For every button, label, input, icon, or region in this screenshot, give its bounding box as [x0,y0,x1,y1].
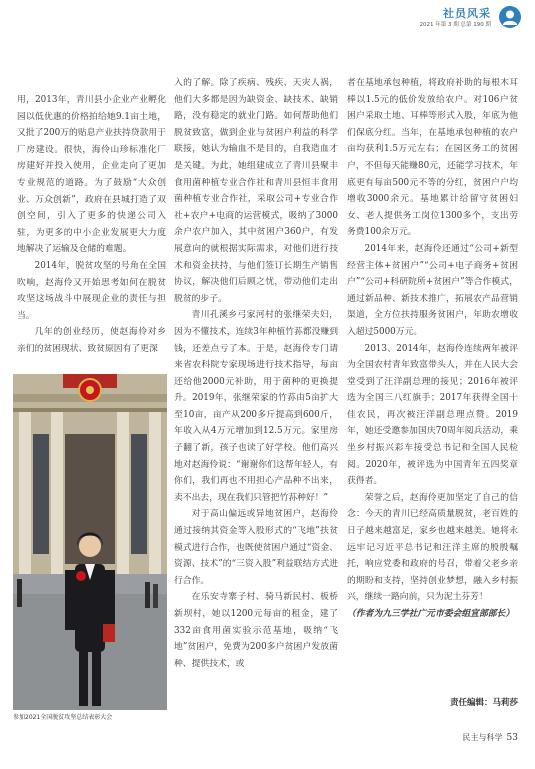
text-column-3 [347,75,518,623]
issue-info: 2021 年第 3 期 总第 190 期 [419,22,491,28]
paragraph: 入的了解。除了疾病、残疾、天灾人祸，他们大多都是因为缺资金、缺技术、缺销路，没有稳定的就业门路。如何帮助他们脱贫致富，做到企业与贫困户利益的科学联接，她认为输血不是目的，自我造血才是关键。为此，她组建成立了青川县聚丰食用菌种植专业合作社和青川县恒丰食用菌种植专业合作社，采取公司+专业合作社+农户+电商的运营模式，吸纳了3000余户农户加入，其中贫困户360户，有发展意向的就根据实际需求，对他们进行技术和资金扶持，与他们签订长期生产销售协议，解决他们后顾之忧，带动他们走出脱贫的步子。 [174,78,338,304]
page-header [0,0,535,34]
paragraph: 2014年来，赵海伶还通过“公司+新型经营主体+贫困户”“公司+电子商务+贫困户”“公司+科研院所+贫困户”等合作模式，通过新品种、新技术推广，拓展农产品营销渠道，全方位扶持服务贫困户，年助农增收入超过5000万元。 [347,243,518,337]
author-note: （作者为九三学社广元市委会组宣部部长） [347,609,515,619]
text-column-2 [174,75,338,672]
paragraph: 2013、2014年，赵海伶连续两年被评为全国农村青年致富带头人，并在人民大会堂受到了汪洋副总理的接见；2016年被评选为全国三八红旗手；2017年获得全国十佳农民，再次被汪洋副总理点赞。2019年，她还受邀参加国庆70周年阅兵活动，乘坐乡村振兴彩车接受总书记和全国人民检阅。2020年，被评选为中国青年五四奖章获得者。 [347,343,518,487]
page-number: 53 [506,733,518,743]
page-footer [463,732,518,743]
paragraph: 荣誉之后，赵海伶更加坚定了自己的信念：今天的青川已经高质量脱贫，老百姓的日子越来越富足，家乡也越来越美。她将永远牢记习近平总书记和汪洋主席的殷殷嘱托，响应党委和政府的号召，带着父老乡亲的期盼和支持，坚持创业梦想，融入乡村振兴，继续一路向前，只为泥土芬芳！ [347,492,518,603]
responsible-editor: 责任编辑：马莉莎 [449,698,518,708]
magazine-name: 民主与科学 [462,733,503,742]
paragraph: 青川孔溪乡弓家河村的张继荣夫妇，因为不懂技术，连续3年种植竹荪都没赚到钱，还差点亏了本。于是，赵海伶专门请来省农科院专家现场进行技术指导，每亩还给他2000元补助，用于菌种的更换提升。2019年，张继荣家的竹荪由5亩扩大至10亩，亩产从200多斤提高到600斤，年收入从4万元增加到12.5万元。家里房子翻了新，孩子也读了好学校。他们高兴地对赵海伶说：“谢谢你们这帮年轻人，有你们，我们再也不用担心产品种不出来，卖不出去，现在我们只管把竹荪种好！” [174,310,338,503]
paragraph: 者在基地承包种植，将政府补助的每根木耳棒以1.5元的低价发放给农户。对106户贫困户采取土地、耳棒等形式入股，年底为他们保底分红。当年，在基地承包种植的农户亩均获利1.5万元左右；在园区务工的贫困户，不但每天能赚80元，还能学习技术，年底更有每亩500元不等的分红，贫困户户均增收3000余元。基地累计给留守贫困妇女、老人提供务工岗位1300多个，支出劳务费100余万元。 [347,78,518,238]
paragraph: 2014年，脱贫攻坚的号角在全国吹响，赵海伶又开始思考如何在脱贫攻坚这场战斗中展现企业的责任与担当。 [17,260,166,321]
paragraph: 在乐安寺寨子村、骑马新民村、板桥新坝村，她以1200元每亩的租金，建了332亩食用菌实验示范基地，吸纳“飞地”贫困户，免费为200多户贫困户发放菌种、提供技术，或 [174,592,338,669]
section-title: 社员风采 [443,7,491,20]
paragraph: 用，2013年，青川县小企业产业孵化园以低优惠的价格拍给她9.1亩土地，又批了200万的贴息产业扶持贷款用于厂房建设。很快，海伶山珍标准化厂房建好并投入使用，企业走向了更加专业规范的道路。为了鼓励“大众创业、万众创新”，政府在县城打造了双创空间，引入了更多的快递公司入驻，为更多的中小企业发展更大力度地解决了运输及仓储的难题。 [17,95,166,255]
paragraph: 对于高山偏远或异地贫困户，赵海伶通过接纳其资金等入股形式的“飞地”扶贫模式进行合作，也既使贫困户通过“资金、资源、技术”的“三资入股”利益联结方式进行合作。 [174,509,338,586]
photo-caption: 参加2021全国脱贫攻坚总结表彰大会 [13,714,113,721]
text-column-1 [17,92,166,358]
paragraph: 几年的创业经历，使赵海伶对乡亲们的贫困现状、致贫原因有了更深 [17,327,166,354]
award-ceremony-photo [13,374,167,710]
section-person-icon [499,6,521,28]
